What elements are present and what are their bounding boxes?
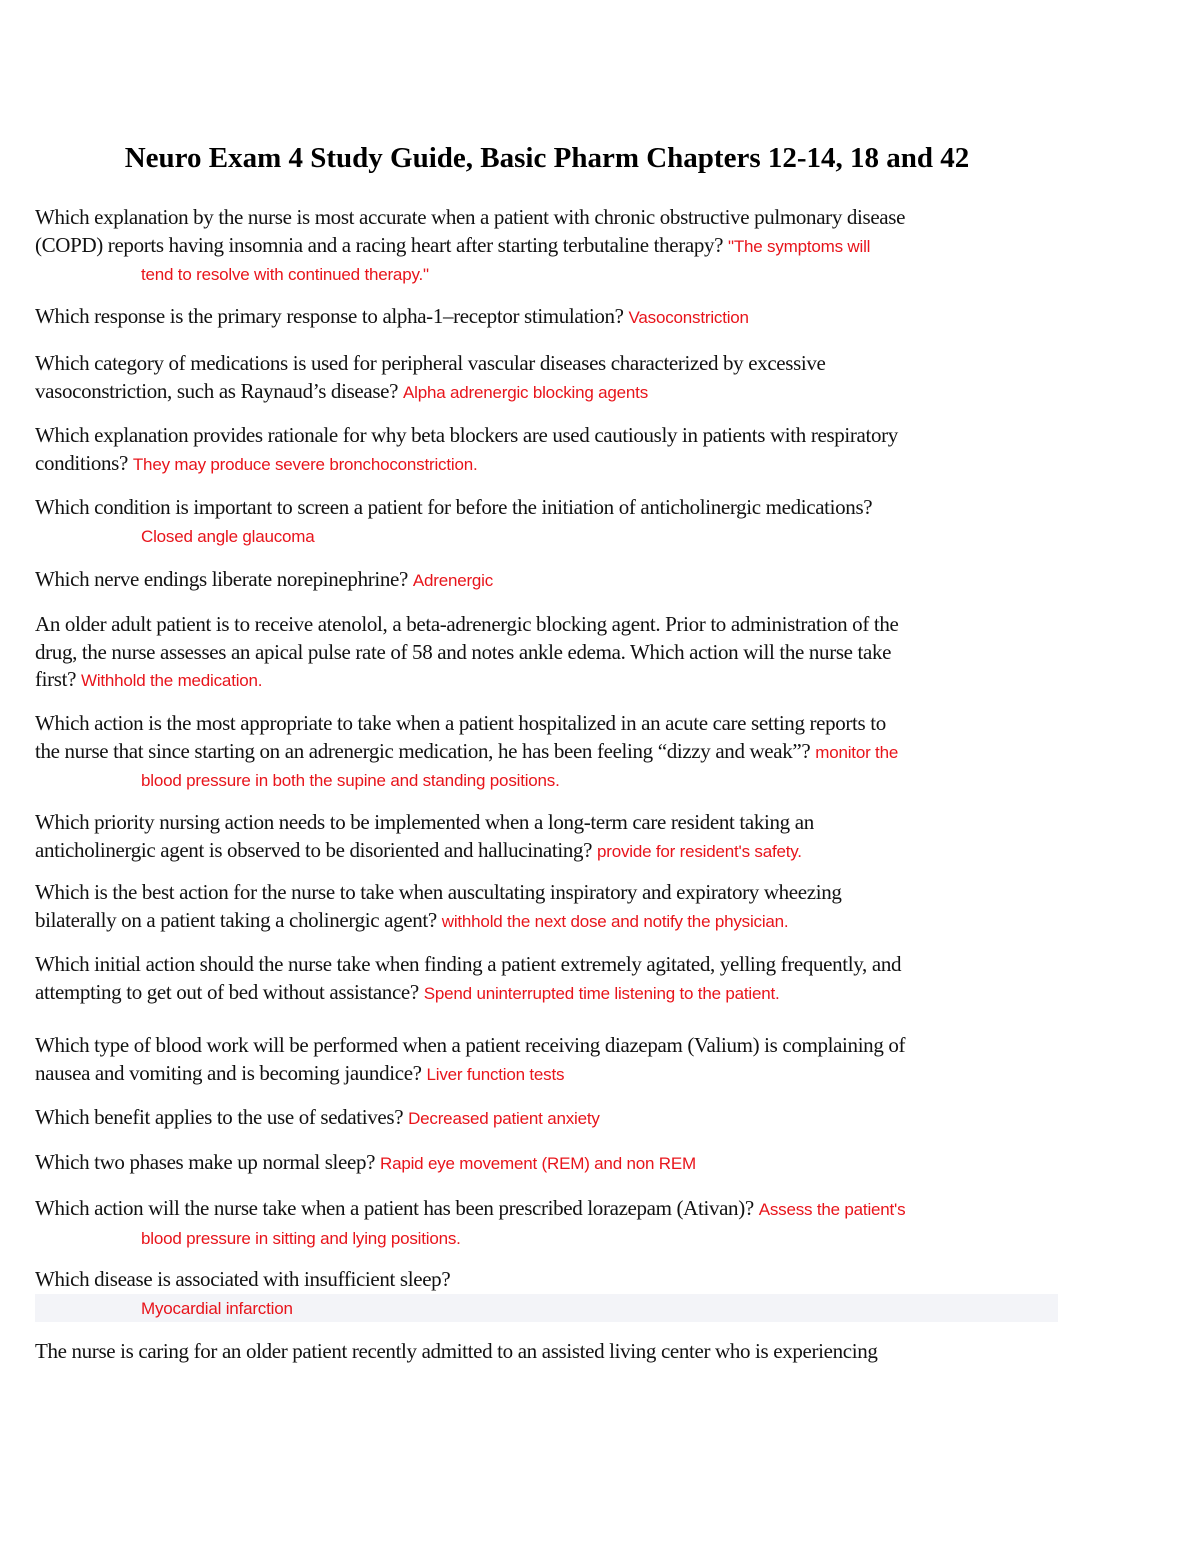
question-item [35, 809, 1075, 865]
answer-text: monitor the [815, 742, 899, 762]
answer-text: Myocardial infarction [141, 1298, 293, 1318]
question-text: the nurse that since starting on an adrenergic medication, he has been feeling “dizzy and weak”? [35, 738, 811, 763]
answer-text: Adrenergic [412, 571, 494, 590]
answer-text: Spend uninterrupted time listening to the patient. [423, 983, 780, 1003]
question-line [35, 422, 1075, 450]
question-line [35, 1266, 1075, 1294]
question-item [35, 1032, 1075, 1088]
question-item [35, 1149, 1075, 1178]
question-line [35, 450, 1075, 479]
question-text: attempting to get out of bed without assistance? [35, 979, 419, 1004]
answer-text: blood pressure in both the supine and standing positions. [141, 771, 560, 790]
question-line [35, 303, 1075, 332]
question-item [35, 422, 1075, 478]
question-text: vasoconstriction, such as Raynaud’s disease? [35, 378, 399, 403]
question-text: drug, the nurse assesses an apical pulse rate of 58 and notes ankle edema. Which action will the nurse take [35, 639, 892, 664]
answer-text: Alpha adrenergic blocking agents [403, 382, 648, 402]
question-item [35, 1266, 1075, 1322]
answer-text: withhold the next dose and notify the physician. [441, 911, 789, 931]
answer-text: Vasoconstriction [628, 308, 749, 327]
question-item [35, 350, 1075, 406]
question-item [35, 303, 1075, 332]
question-text: Which action will the nurse take when a patient has been prescribed lorazepam (Ativan)? [35, 1196, 754, 1220]
question-item [35, 879, 1075, 935]
question-line [35, 879, 1075, 907]
question-line [35, 951, 1075, 979]
answer-text: Liver function tests [426, 1064, 565, 1084]
answer-text: blood pressure in sitting and lying positions. [141, 1228, 461, 1248]
question-text: Which initial action should the nurse take when finding a patient extremely agitated, yelling frequently, and [35, 952, 902, 976]
answer-text: Rapid eye movement (REM) and non REM [380, 1154, 696, 1173]
question-line [35, 611, 1075, 639]
question-line [35, 907, 1075, 936]
question-item [35, 710, 1075, 795]
question-line [35, 1032, 1075, 1060]
question-text: Which benefit applies to the use of sedatives? [35, 1105, 404, 1129]
question-text: The nurse is caring for an older patient recently admitted to an assisted living center who is experiencing [35, 1339, 878, 1363]
question-item [35, 494, 1075, 550]
question-line [35, 494, 1075, 522]
question-text: first? [35, 667, 77, 691]
question-line [35, 738, 1075, 767]
question-text: Which two phases make up normal sleep? [35, 1150, 376, 1174]
question-text: An older adult patient is to receive atenolol, a beta-adrenergic blocking agent. Prior to administration of the [35, 612, 899, 636]
question-item [35, 566, 1075, 595]
question-text: Which type of blood work will be performed when a patient receiving diazepam (Valium) is complaining of [35, 1033, 906, 1057]
answer-text: Assess the patient's [758, 1200, 906, 1219]
question-line [35, 1195, 1075, 1224]
answer-text: "The symptoms will [728, 236, 871, 256]
answer-text: Withhold the medication. [80, 671, 263, 690]
question-text: Which explanation provides rationale for why beta blockers are used cautiously in patients with respiratory [35, 423, 898, 447]
question-text: conditions? [35, 450, 128, 475]
question-line [35, 378, 1075, 407]
question-item [35, 611, 1075, 695]
question-text: Which nerve endings liberate norepinephrine? [35, 567, 408, 591]
page-title: Neuro Exam 4 Study Guide, Basic Pharm Chapters 12-14, 18 and 42 [124, 142, 970, 174]
answer-text: tend to resolve with continued therapy." [141, 265, 429, 284]
question-item [35, 204, 1075, 289]
question-text: Which explanation by the nurse is most accurate when a patient with chronic obstructive pulmonary disease [35, 205, 906, 229]
question-line [35, 837, 1075, 866]
question-text: Which disease is associated with insufficient sleep? [35, 1267, 451, 1291]
question-text: Which action is the most appropriate to take when a patient hospitalized in an acute care setting reports to [35, 711, 886, 735]
question-line [35, 710, 1075, 738]
question-item [35, 1104, 1075, 1133]
question-text: Which response is the primary response to alpha-1–receptor stimulation? [35, 304, 624, 328]
question-text: anticholinergic agent is observed to be disoriented and hallucinating? [35, 837, 593, 862]
answer-text: They may produce severe bronchoconstriction. [132, 454, 478, 474]
question-line [35, 1104, 1075, 1133]
question-text: Which category of medications is used for peripheral vascular diseases characterized by excessive [35, 351, 826, 375]
question-item [35, 951, 1075, 1007]
question-line [35, 566, 1075, 595]
question-line [35, 204, 1075, 232]
question-text: Which is the best action for the nurse to take when auscultating inspiratory and expiratory wheezing [35, 880, 842, 904]
answer-text: Decreased patient anxiety [408, 1109, 600, 1128]
question-line [35, 809, 1075, 837]
answer-line [35, 522, 1075, 551]
question-text: Which condition is important to screen a patient for before the initiation of anticholinergic medications? [35, 495, 873, 519]
answer-text: Closed angle glaucoma [141, 526, 315, 546]
question-line [35, 1149, 1075, 1178]
question-line [35, 232, 1075, 261]
answer-line [35, 1294, 1058, 1323]
question-line [35, 1060, 1075, 1089]
question-line [35, 666, 1075, 695]
question-line [35, 1338, 1075, 1366]
answer-text: provide for resident's safety. [597, 841, 802, 861]
question-text: (COPD) reports having insomnia and a racing heart after starting terbutaline therapy? [35, 232, 724, 257]
answer-line [35, 1224, 1075, 1253]
question-line [35, 350, 1075, 378]
question-text: nausea and vomiting and is becoming jaundice? [35, 1060, 422, 1085]
answer-line [35, 260, 1075, 289]
question-line [35, 979, 1075, 1008]
question-item [35, 1195, 1075, 1252]
question-text: bilaterally on a patient taking a cholinergic agent? [35, 907, 437, 932]
question-text: Which priority nursing action needs to be implemented when a long-term care resident taking an [35, 810, 814, 834]
answer-line [35, 766, 1075, 795]
question-item [35, 1338, 1075, 1366]
question-line [35, 639, 1075, 667]
